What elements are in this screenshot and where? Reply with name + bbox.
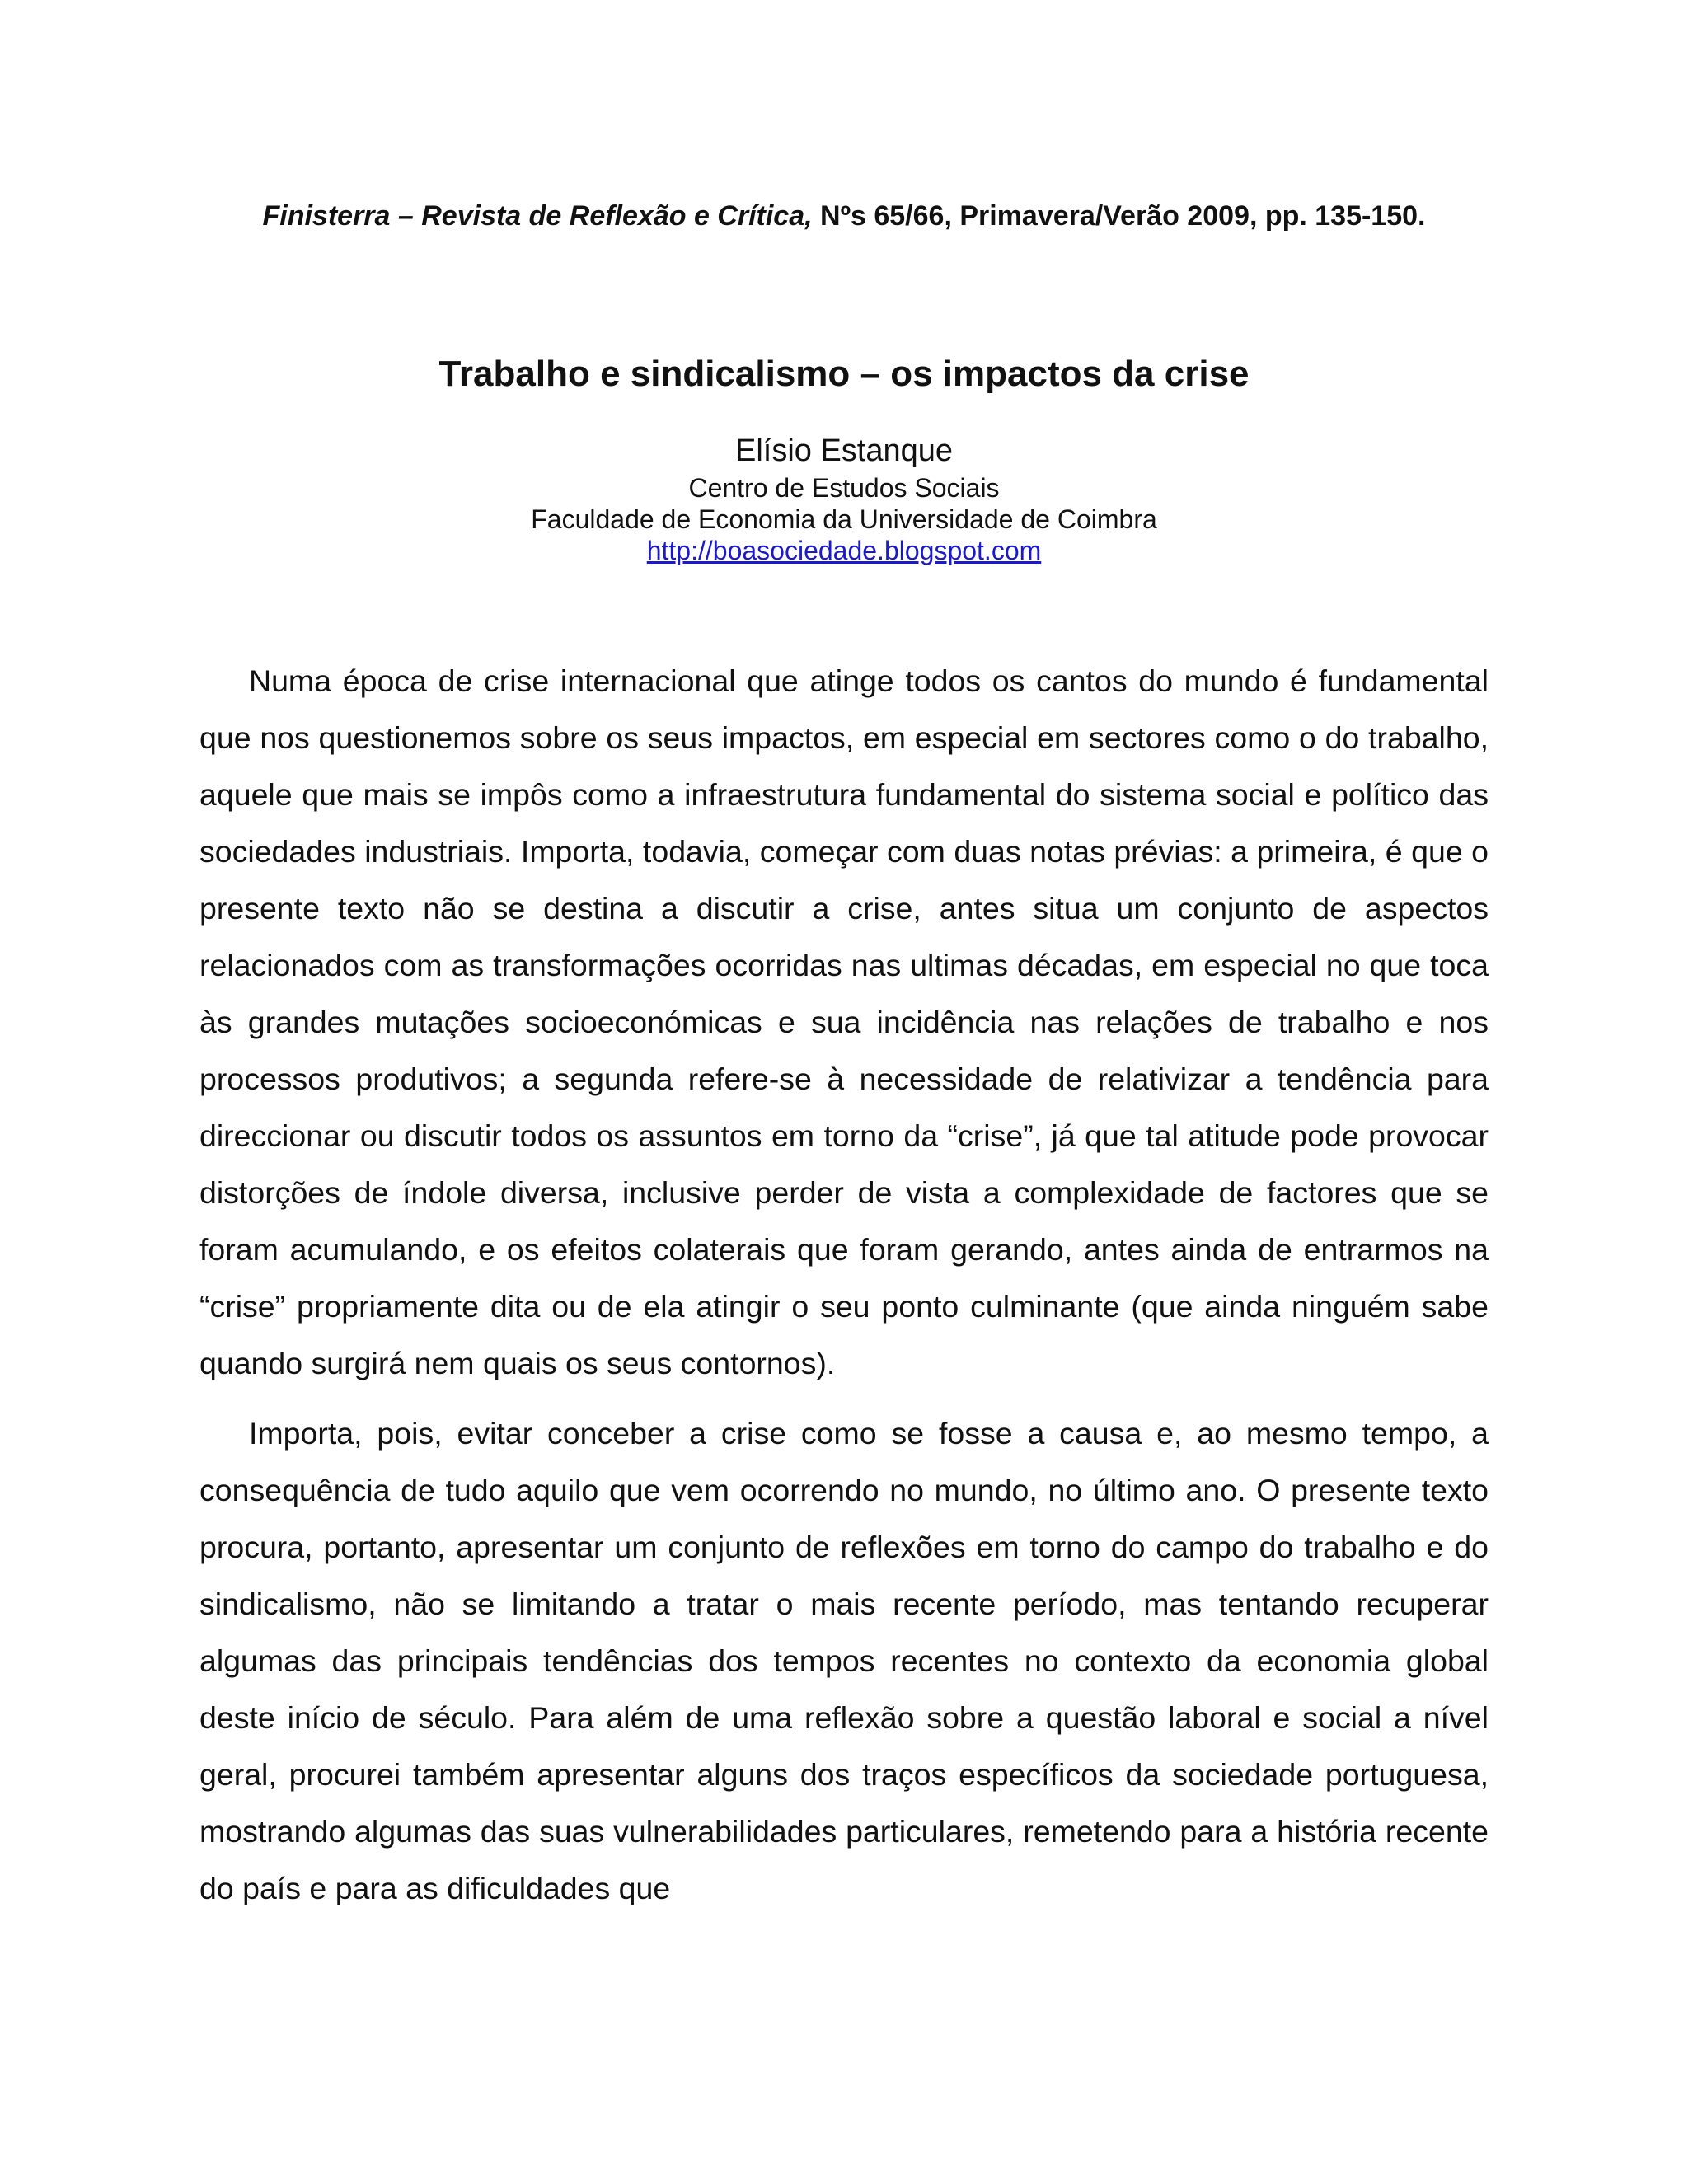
- author-url-line: [0, 534, 1688, 567]
- article-title: Trabalho e sindicalismo – os impactos da crise: [438, 354, 1250, 394]
- body-paragraph: Numa época de crise internacional que atinge todos os cantos do mundo é fundamental que nos questionemos sobre os seus impactos, em especial em sectores como o do trabalho, aquele que mais se impôs como a infraestrutura fundamental do sistema social e político das sociedades industriais. Importa, todavia, começar com duas notas prévias: a primeira, é que o presente texto não se destina a discutir a crise, antes situa um conjunto de aspectos relacionados com as transformações ocorridas nas ultimas décadas, em especial no que toca às grandes mutações socioeconómicas e sua incidência nas relações de trabalho e nos processos produtivos; a segunda refere-se à necessidade de relativizar a tendência para direccionar ou discutir todos os assuntos em torno da “crise”, já que tal atitude pode provocar distorções de índole diversa, inclusive perder de vista a complexidade de factores que se foram acumulando, e os efeitos colaterais que foram gerando, antes ainda de entrarmos na “crise” propriamente dita ou de ela atingir o seu ponto culminante (que ainda ninguém sabe quando surgirá nem quais os seus contornos).: [199, 663, 1489, 1380]
- author-blog-link[interactable]: http://boasociedade.blogspot.com: [646, 536, 1042, 565]
- affiliation-center: Centro de Estudos Sociais: [688, 473, 1000, 503]
- journal-name: Finisterra – Revista de Reflexão e Crítica,: [262, 200, 813, 232]
- author-name: Elísio Estanque: [734, 434, 954, 468]
- journal-citation: [0, 196, 1688, 236]
- issue-info: Nºs 65/66, Primavera/Verão 2009, pp. 135-150.: [820, 200, 1426, 232]
- body-paragraph: Importa, pois, evitar conceber a crise como se fosse a causa e, ao mesmo tempo, a consequência de tudo aquilo que vem ocorrendo no mundo, no último ano. O presente texto procura, portanto, apresentar um conjunto de reflexões em torno do campo do trabalho e do sindicalismo, não se limitando a tratar o mais recente período, mas tentando recuperar algumas das principais tendências dos tempos recentes no contexto da economia global deste início de século. Para além de uma reflexão sobre a questão laboral e social a nível geral, procurei também apresentar alguns dos traços específicos da sociedade portuguesa, mostrando algumas das suas vulnerabilidades particulares, remetendo para a história recente do país e para as dificuldades que: [199, 1416, 1489, 1905]
- affiliation-faculty: Faculdade de Economia da Universidade de Coimbra: [531, 504, 1157, 534]
- article-body: [199, 653, 1489, 1917]
